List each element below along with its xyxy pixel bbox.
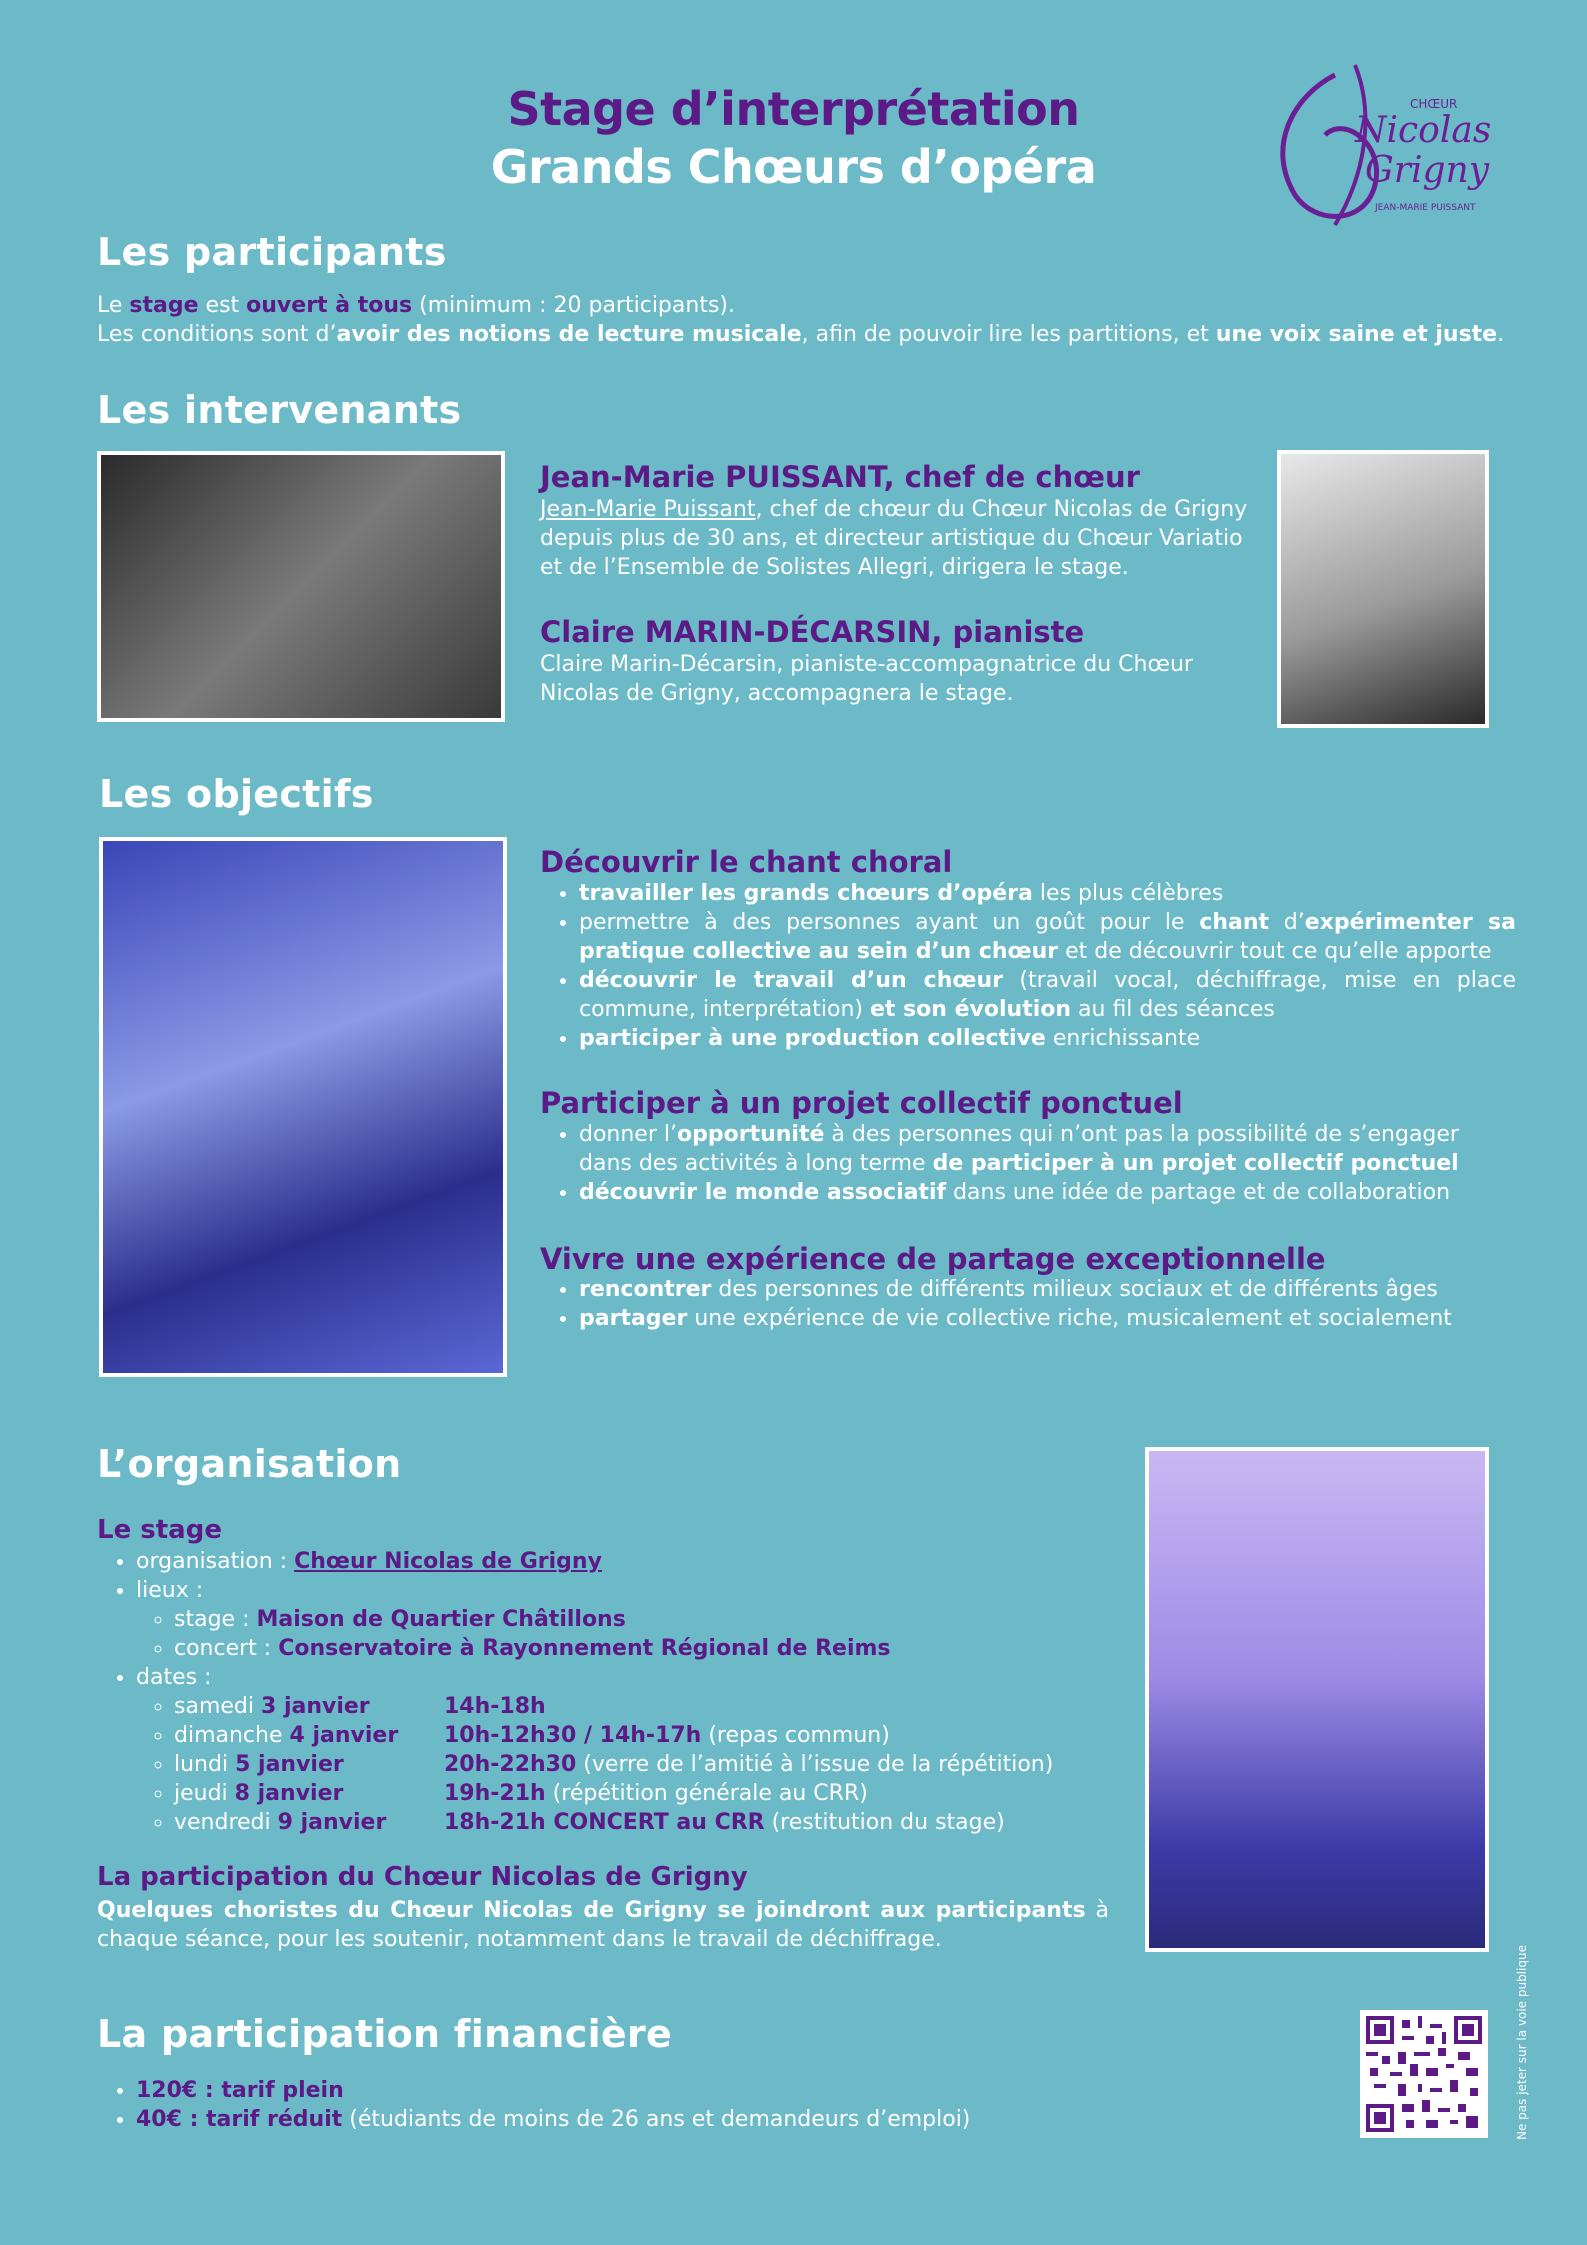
logo-name-1: Nicolas: [1355, 110, 1492, 151]
intervenant-1-text: Jean-Marie Puissant, chef de chœur du Chœur Nicolas de Grigny depuis plus de 30 ans, et directeur artistique du Chœur Variatio et de l’Ensemble de Solistes Allegri, dirigera le stage.: [540, 497, 1248, 580]
objectif-2-list: [557, 1120, 1516, 1207]
stage-title: Le stage: [97, 1515, 222, 1545]
intervenant-2-text: Claire Marin-Décarsin, pianiste-accompagnatrice du Chœur Nicolas de Grigny, accompagnera le stage.: [540, 652, 1193, 706]
finance-heading: La participation financière: [97, 2012, 673, 2056]
list-item: • dates : ◦ samedi 3 janvier 14h-18h ◦ dimanche 4 janvier 10h-12h30 / 14h-17h (repas commun) ◦ lundi 5 janvier 20h-22h30 (verre de l’amitié à l’issue de la répétition) ◦ jeudi 8 janvier 19h-21h (répétition générale au CRR) ◦ vendredi 9 janvier 18h-21h CONCERT au CRR (restitution du stage): [136, 1663, 1136, 1837]
intervenant-2-title: Claire MARIN-DÉCARSIN, pianiste: [540, 615, 1085, 649]
list-item: • participer à une production collective enrichissante: [579, 1024, 1516, 1053]
choir-logo: [1255, 55, 1495, 245]
hall-photo: [1145, 1447, 1489, 1952]
objectifs-heading: Les objectifs: [99, 772, 374, 816]
pianist-photo: [1277, 450, 1489, 728]
list-item: • permettre à des personnes ayant un goût pour le chant d’expérimenter sa pratique collective au sein d’un chœur et de découvrir tout ce qu’elle apporte: [579, 908, 1516, 966]
title-line-2: Grands Chœurs d’opéra: [490, 140, 1097, 194]
date-row: ◦ jeudi 8 janvier 19h-21h (répétition générale au CRR): [174, 1779, 1136, 1808]
list-item: • partager une expérience de vie collective riche, musicalement et socialement: [579, 1304, 1516, 1333]
finance-list: [114, 2076, 1136, 2134]
stage-list: [114, 1547, 1136, 1837]
intervenant-1-link[interactable]: Jean-Marie Puissant: [540, 497, 756, 522]
logo-name-2: Grigny: [1365, 150, 1490, 191]
date-row: ◦ lundi 5 janvier 20h-22h30 (verre de l’amitié à l’issue de la répétition): [174, 1750, 1136, 1779]
list-item: • lieux : ◦ stage : Maison de Quartier Châtillons ◦ concert : Conservatoire à Rayonnement Régional de Reims: [136, 1576, 1136, 1663]
participation-title: La participation du Chœur Nicolas de Grigny: [97, 1862, 748, 1892]
intervenants-heading: Les intervenants: [97, 388, 462, 432]
objectif-1-list: [557, 879, 1516, 1053]
organisation-link[interactable]: Chœur Nicolas de Grigny: [294, 1549, 602, 1574]
objectif-3-list: [557, 1275, 1516, 1333]
objectif-1-title: Découvrir le chant choral: [540, 845, 953, 879]
intervenant-1-title: Jean-Marie PUISSANT, chef de chœur: [540, 460, 1140, 494]
logo-bottom: JEAN-MARIE PUISSANT: [1375, 203, 1476, 213]
list-item: • donner l’opportunité à des personnes qui n’ont pas la possibilité de s’engager dans des activités à long terme de participer à un projet collectif ponctuel: [579, 1120, 1516, 1178]
choir-photo: [99, 837, 507, 1377]
participants-heading: Les participants: [97, 230, 447, 274]
footer-note: Ne pas jeter sur la voie publique: [1515, 1945, 1529, 2140]
list-item: • découvrir le monde associatif dans une idée de partage et de collaboration: [579, 1178, 1516, 1207]
conductor-photo: [97, 451, 505, 722]
list-item: • découvrir le travail d’un chœur (travail vocal, déchiffrage, mise en place commune, interprétation) et son évolution au fil des séances: [579, 966, 1516, 1024]
list-item: ◦ concert : Conservatoire à Rayonnement Régional de Reims: [174, 1634, 1136, 1663]
date-row: ◦ dimanche 4 janvier 10h-12h30 / 14h-17h (repas commun): [174, 1721, 1136, 1750]
list-item: • 120€ : tarif plein: [136, 2076, 1136, 2105]
list-item: ◦ stage : Maison de Quartier Châtillons: [174, 1605, 1136, 1634]
list-item: • organisation : Chœur Nicolas de Grigny: [136, 1547, 1136, 1576]
qr-code-icon: [1366, 2016, 1482, 2132]
objectif-2-title: Participer à un projet collectif ponctuel: [540, 1086, 1183, 1120]
date-row: ◦ samedi 3 janvier 14h-18h: [174, 1692, 1136, 1721]
logo-top: CHŒUR: [1410, 97, 1458, 111]
organisation-heading: L’organisation: [97, 1442, 402, 1486]
participation-text: Quelques choristes du Chœur Nicolas de Grigny se joindront aux participants à chaque séance, pour les soutenir, notamment dans le travail de déchiffrage.: [97, 1898, 1109, 1952]
objectif-3-title: Vivre une expérience de partage exceptionnelle: [540, 1242, 1326, 1276]
participants-text: Le stage est ouvert à tous (minimum : 20 participants). Les conditions sont d’avoir des notions de lecture musicale, afin de pouvoir lire les partitions, et une voix saine et juste.: [97, 293, 1505, 347]
list-item: • rencontrer des personnes de différents milieux sociaux et de différents âges: [579, 1275, 1516, 1304]
date-row: ◦ vendredi 9 janvier 18h-21h CONCERT au CRR (restitution du stage): [174, 1808, 1136, 1837]
qr-code[interactable]: [1360, 2010, 1488, 2138]
list-item: • 40€ : tarif réduit (étudiants de moins de 26 ans et demandeurs d’emploi): [136, 2105, 1136, 2134]
title-line-1: Stage d’interprétation: [507, 82, 1080, 136]
list-item: • travailler les grands chœurs d’opéra les plus célèbres: [579, 879, 1516, 908]
